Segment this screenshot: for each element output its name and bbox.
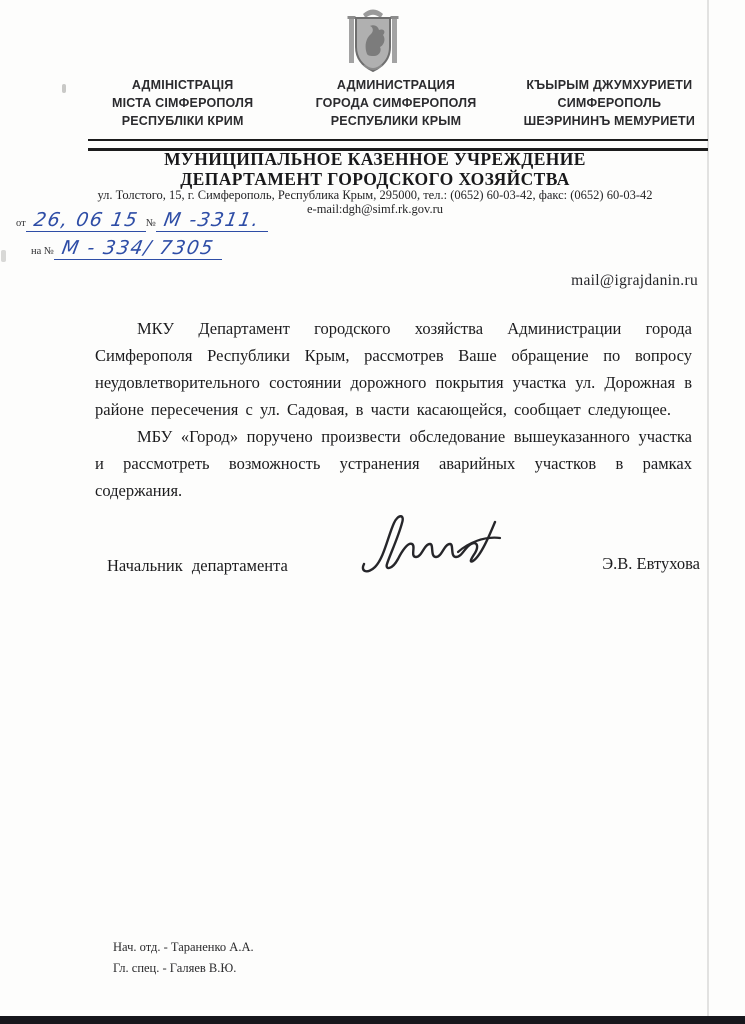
organization-title xyxy=(60,149,690,190)
handwritten-number-underline xyxy=(156,211,268,232)
handwritten-signature xyxy=(358,510,508,583)
handwritten-reply-number: М - 334/ 7305 xyxy=(60,237,216,259)
body-paragraph-2: МБУ «Город» поручено произвести обследование вышеуказанного участка и рассмотреть возможность устранения аварийных участков в рамках содержания. xyxy=(95,427,692,500)
crimea-coat-of-arms-icon xyxy=(340,5,406,82)
header-uk-line1: АДМІНІСТРАЦІЯ xyxy=(131,78,234,92)
header-column-ukrainian xyxy=(76,76,289,130)
scan-speck xyxy=(1,250,6,262)
body-paragraph-1: МКУ Департамент городского хозяйства Администрации города Симферополя Республики Крым, рассмотрев Ваше обращение по вопросу неудовлетворительного состоянии дорожного покрытия участка ул. Дорожная в районе пересечения с ул. Садовая, в части касающейся, сообщает следующее. xyxy=(95,319,692,419)
number-sign-label: № xyxy=(145,218,156,229)
organization-address: ул. Толстого, 15, г. Симферополь, Республика Крым, 295000, тел.: (0652) 60-03-42, факс: (0652) 60-03-42 xyxy=(97,188,653,202)
handwritten-date: 26, 06 15 xyxy=(31,209,140,231)
outgoing-reference-line xyxy=(16,211,268,232)
header-ct-line2: СИМФЕРОПОЛЬ xyxy=(557,96,662,111)
header-ru-line1: АДМИНИСТРАЦИЯ xyxy=(336,78,456,92)
header-ru-line3: РЕСПУБЛИКИ КРЫМ xyxy=(330,114,462,129)
letter-body xyxy=(95,315,692,504)
handwritten-date-underline xyxy=(26,211,146,232)
scan-bottom-bar xyxy=(0,1016,745,1024)
header-ct-line3: ШЕЭРИНИНЪ МЕМУРИЕТИ xyxy=(523,114,696,129)
executor-line-1: Нач. отд. - Тараненко А.А. xyxy=(113,940,254,954)
reply-to-label: на № xyxy=(31,246,54,257)
executor-line-2: Гл. спец. - Галяев В.Ю. xyxy=(113,961,237,976)
handwritten-outgoing-number: М -3311. xyxy=(162,209,262,231)
header-ct-line1: КЪЫРЫМ ДЖУМХУРИЕТИ xyxy=(526,78,693,92)
scan-speck xyxy=(62,84,66,93)
header-uk-line2: МІСТА СІМФЕРОПОЛЯ xyxy=(112,96,254,111)
signer-position-title: Начальник департамента xyxy=(107,556,288,575)
letterhead-languages-row xyxy=(76,76,716,130)
executors-block xyxy=(113,937,254,980)
header-ru-line2: ГОРОДА СИМФЕРОПОЛЯ xyxy=(315,96,477,111)
from-label: от xyxy=(16,218,26,229)
recipient-email: mail@igrajdanin.ru xyxy=(571,272,698,289)
header-column-crimean-tatar xyxy=(503,76,716,130)
header-column-russian xyxy=(289,76,502,130)
signer-name: Э.В. Евтухова xyxy=(602,554,700,573)
reply-reference-line xyxy=(31,239,222,260)
organization-title-line1: МУНИЦИПАЛЬНОЕ КАЗЕННОЕ УЧРЕЖДЕНИЕ xyxy=(164,149,586,169)
organization-email: e-mail:dgh@simf.rk.gov.ru xyxy=(306,202,444,216)
scan-edge-line xyxy=(707,0,709,1016)
handwritten-reply-underline xyxy=(54,239,222,260)
header-uk-line3: РЕСПУБЛІКИ КРИМ xyxy=(121,114,244,129)
organization-title-line2: ДЕПАРТАМЕНТ ГОРОДСКОГО ХОЗЯЙСТВА xyxy=(180,169,570,190)
